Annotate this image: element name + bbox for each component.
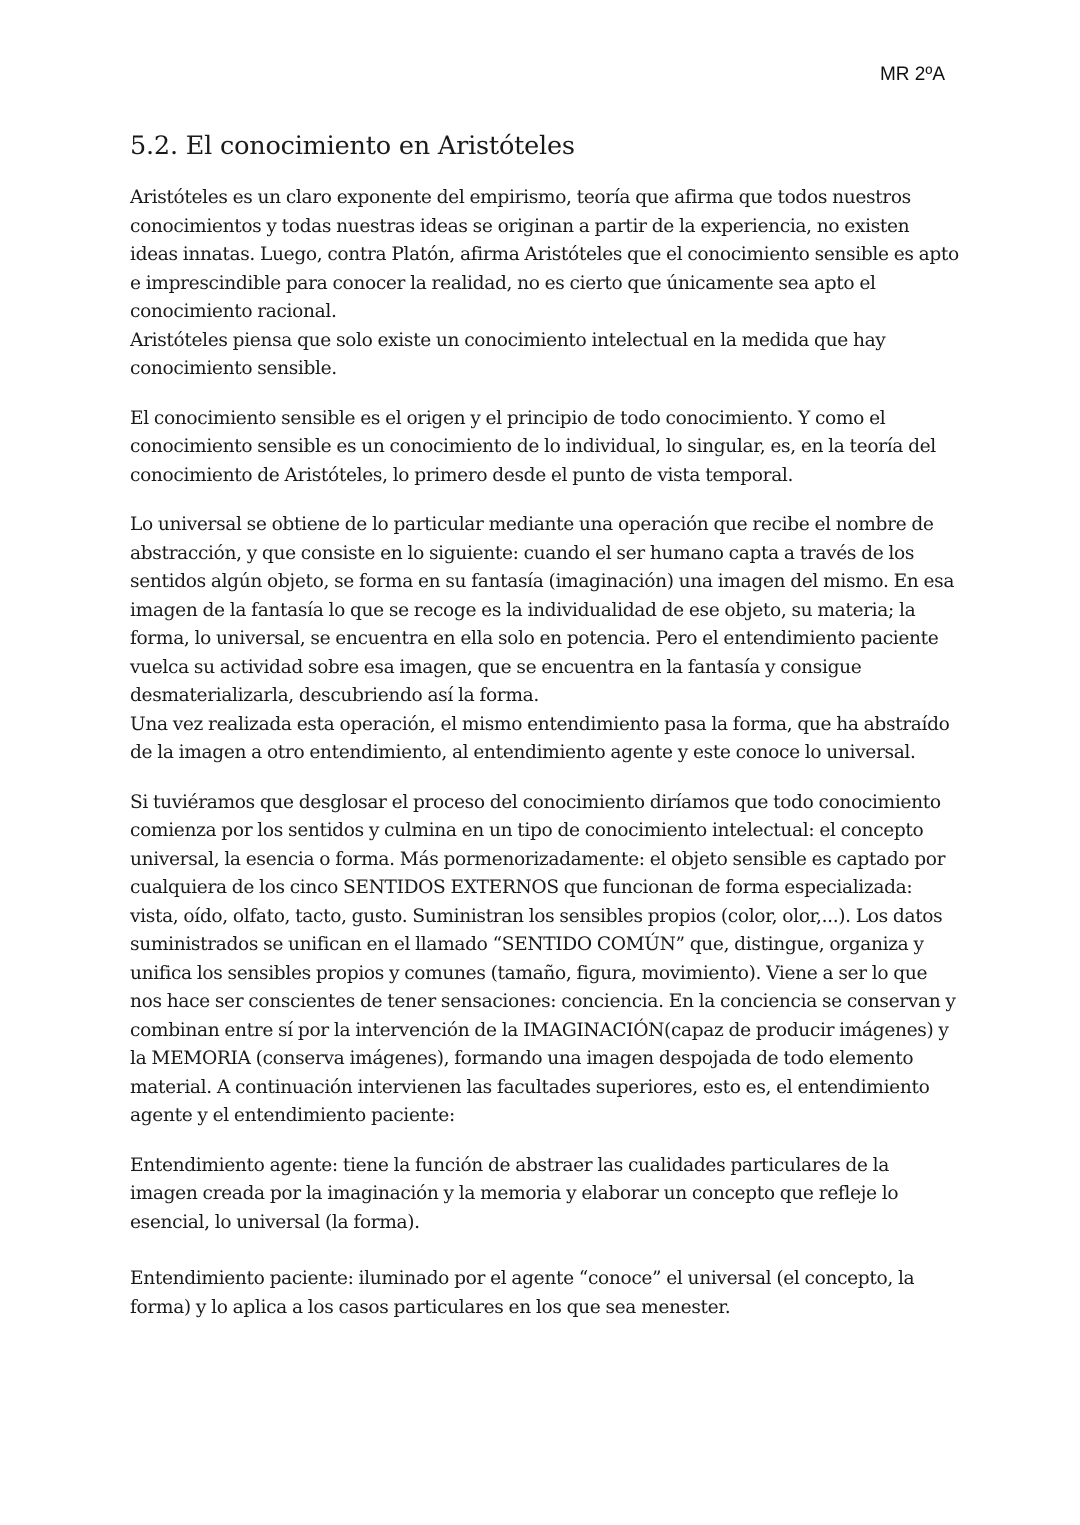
- paragraph-agent-intellect: Una vez realizada esta operación, el mismo entendimiento pasa la forma, que ha abstraído de la imagen a otro entendimiento, al entendimiento agente y este conoce lo universal.: [130, 713, 950, 763]
- paragraph-sensible-knowledge: El conocimiento sensible es el origen y el principio de todo conocimiento. Y como el conocimiento sensible es un conocimiento de lo individual, lo singular, es, en la teoría del conocimiento de Aristóteles, lo primero desde el punto de vista temporal.: [130, 407, 936, 486]
- paragraph-intellectual-knowledge: Aristóteles piensa que solo existe un conocimiento intelectual en la medida que hay conocimiento sensible.: [130, 329, 886, 379]
- section-title: 5.2. El conocimiento en Aristóteles: [130, 131, 575, 161]
- paragraph-entendimiento-agente: Entendimiento agente: tiene la función de abstraer las cualidades particulares de la imagen creada por la imaginación y la memoria y elaborar un concepto que refleje lo esencial, lo universal (la forma).: [130, 1154, 899, 1233]
- document-body: [130, 128, 960, 1343]
- paragraph-abstraction: Lo universal se obtiene de lo particular mediante una operación que recibe el nombre de abstracción, y que consiste en lo siguiente: cuando el ser humano capta a través de los sentidos algún objeto, se forma en su fantasía (imaginación) una imagen del mismo. En esa imagen de la fantasía lo que se recoge es la individualidad de ese objeto, su materia; la forma, lo universal, se encuentra en ella solo en potencia. Pero el entendimiento paciente vuelca su actividad sobre esa imagen, que se encuentra en la fantasía y consigue desmaterializarla, descubriendo así la forma.: [130, 514, 955, 706]
- paragraph-knowledge-process: Si tuviéramos que desglosar el proceso del conocimiento diríamos que todo conocimiento comienza por los sentidos y culmina en un tipo de conocimiento intelectual: el concepto universal, la esencia o forma. Más pormenorizadamente: el objeto sensible es captado por cualquiera de los cinco SENTIDOS EXTERNOS que funcionan de forma especializada: vista, oído, olfato, tacto, gusto. Suministran los sensibles propios (color, olor,...). Los datos suministrados se unifican en el llamado “SENTIDO COMÚN” que, distingue, organiza y unifica los sensibles propios y comunes (tamaño, figura, movimiento). Viene a ser lo que nos hace ser conscientes de tener sensaciones: conciencia. En la conciencia se conservan y combinan entre sí por la intervención de la IMAGINACIÓN(capaz de producir imágenes) y la MEMORIA (conserva imágenes), formando una imagen despojada de todo elemento material. A continuación intervienen las facultades superiores, esto es, el entendimiento agente y el entendimiento paciente:: [130, 791, 956, 1126]
- paragraph-entendimiento-paciente: Entendimiento paciente: iluminado por el agente “conoce” el universal (el concepto, la forma) y lo aplica a los casos particulares en los que sea menester.: [130, 1268, 915, 1318]
- paragraph-empiricism: Aristóteles es un claro exponente del empirismo, teoría que afirma que todos nuestros conocimientos y todas nuestras ideas se originan a partir de la experiencia, no existen ideas innatas. Luego, contra Platón, afirma Aristóteles que el conocimiento sensible es apto e imprescindible para conocer la realidad, no es cierto que únicamente sea apto el conocimiento racional.: [130, 187, 959, 322]
- author-class-tag: MR 2ºA: [879, 64, 945, 85]
